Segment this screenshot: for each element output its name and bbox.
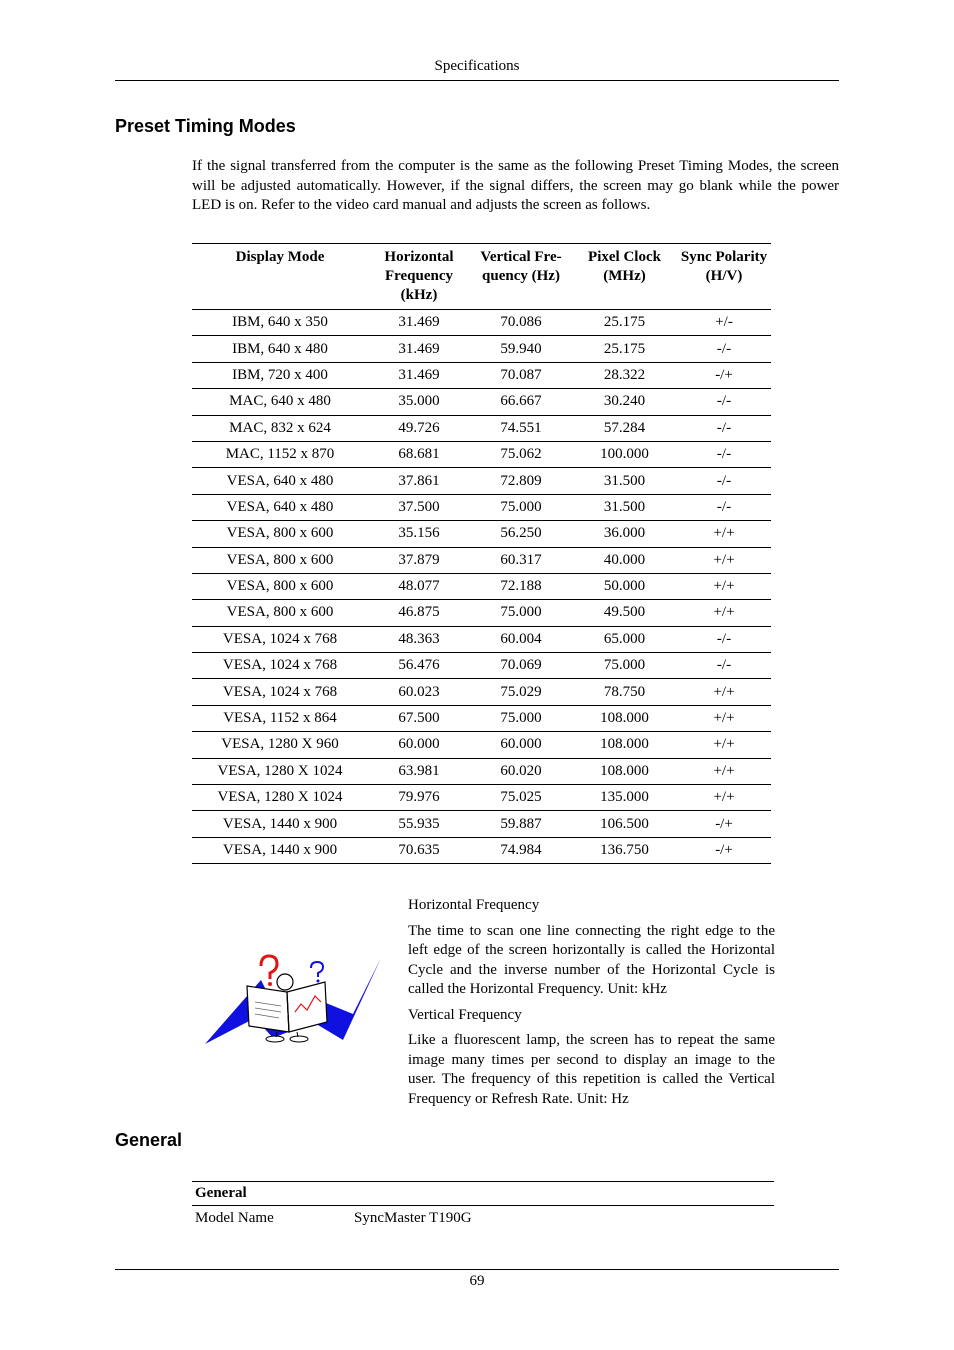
cell-sync-polarity: -/-	[677, 415, 771, 441]
cell-vertical-frequency: 75.000	[470, 494, 572, 520]
cell-pixel-clock: 28.322	[572, 362, 677, 388]
cell-display-mode: IBM, 720 x 400	[192, 362, 368, 388]
cell-pixel-clock: 50.000	[572, 573, 677, 599]
cell-display-mode: VESA, 1024 x 768	[192, 626, 368, 652]
cell-sync-polarity: +/+	[677, 600, 771, 626]
cell-vertical-frequency: 75.062	[470, 441, 572, 467]
cell-vertical-frequency: 75.029	[470, 679, 572, 705]
cell-vertical-frequency: 66.667	[470, 389, 572, 415]
cell-horizontal-frequency: 60.000	[368, 732, 470, 758]
horizontal-frequency-title: Horizontal Frequency	[408, 897, 540, 913]
table-row	[192, 389, 771, 415]
cell-vertical-frequency: 75.000	[470, 600, 572, 626]
cell-display-mode: VESA, 1024 x 768	[192, 679, 368, 705]
cell-sync-polarity: +/+	[677, 547, 771, 573]
cell-vertical-frequency: 72.809	[470, 468, 572, 494]
cell-horizontal-frequency: 67.500	[368, 705, 470, 731]
table-row	[192, 521, 771, 547]
preset-intro: If the signal transferred from the computer is the same as the following Preset Timing Modes, the screen will be adjusted automatically. However, if the signal differs, the screen may go blank while the power LED is on. Refer to the video card manual and adjusts the screen as follows.	[192, 158, 839, 213]
cell-pixel-clock: 57.284	[572, 415, 677, 441]
cell-display-mode: MAC, 832 x 624	[192, 415, 368, 441]
cell-pixel-clock: 25.175	[572, 310, 677, 336]
cell-vertical-frequency: 60.317	[470, 547, 572, 573]
cell-display-mode: VESA, 640 x 480	[192, 468, 368, 494]
table-row	[192, 705, 771, 731]
model-name-label: Model Name	[195, 1210, 274, 1226]
cell-display-mode: VESA, 1024 x 768	[192, 653, 368, 679]
cell-pixel-clock: 78.750	[572, 679, 677, 705]
cell-vertical-frequency: 70.086	[470, 310, 572, 336]
cell-display-mode: VESA, 800 x 600	[192, 600, 368, 626]
footer-rule	[115, 1269, 839, 1270]
table-row	[192, 441, 771, 467]
cell-horizontal-frequency: 48.077	[368, 573, 470, 599]
reading-book-illustration	[203, 952, 383, 1047]
timing-body	[192, 310, 771, 864]
cell-horizontal-frequency: 31.469	[368, 310, 470, 336]
cell-horizontal-frequency: 48.363	[368, 626, 470, 652]
cell-sync-polarity: -/-	[677, 389, 771, 415]
question-mark-small-dot	[317, 980, 320, 983]
table-row	[192, 653, 771, 679]
cell-sync-polarity: +/+	[677, 785, 771, 811]
cell-display-mode: VESA, 800 x 600	[192, 521, 368, 547]
cell-horizontal-frequency: 56.476	[368, 653, 470, 679]
cell-horizontal-frequency: 63.981	[368, 758, 470, 784]
cell-sync-polarity: -/+	[677, 811, 771, 837]
cell-pixel-clock: 75.000	[572, 653, 677, 679]
cell-pixel-clock: 136.750	[572, 837, 677, 863]
general-table-header: General	[192, 1182, 774, 1206]
cell-pixel-clock: 25.175	[572, 336, 677, 362]
cell-vertical-frequency: 56.250	[470, 521, 572, 547]
cell-sync-polarity: +/+	[677, 732, 771, 758]
cell-horizontal-frequency: 46.875	[368, 600, 470, 626]
horizontal-frequency-body: The time to scan one line connecting the right edge to the left edge of the screen horizontally is called the Horizontal Cycle and the inverse number of the Horizontal Cycle is called the Horizontal Frequency. Unit: kHz	[408, 922, 775, 997]
table-row	[192, 1206, 774, 1232]
cell-horizontal-frequency: 70.635	[368, 837, 470, 863]
col-pixel-clock: Pixel Clock (MHz)	[572, 244, 677, 310]
cell-sync-polarity: -/-	[677, 653, 771, 679]
cell-sync-polarity: +/+	[677, 521, 771, 547]
cell-display-mode: MAC, 640 x 480	[192, 389, 368, 415]
header-rule	[115, 80, 839, 81]
cell-sync-polarity: -/+	[677, 362, 771, 388]
page-number: 69	[469, 1273, 485, 1289]
table-row	[192, 310, 771, 336]
cell-horizontal-frequency: 79.976	[368, 785, 470, 811]
cell-vertical-frequency: 74.551	[470, 415, 572, 441]
col-display-mode: Display Mode	[192, 244, 368, 310]
cell-pixel-clock: 40.000	[572, 547, 677, 573]
cell-pixel-clock: 108.000	[572, 732, 677, 758]
cell-sync-polarity: +/-	[677, 310, 771, 336]
cell-horizontal-frequency: 49.726	[368, 415, 470, 441]
cell-display-mode: VESA, 1280 X 1024	[192, 785, 368, 811]
cell-pixel-clock: 31.500	[572, 468, 677, 494]
general-heading: General	[115, 1130, 183, 1150]
table-row	[192, 415, 771, 441]
preset-heading: Preset Timing Modes	[115, 116, 296, 136]
table-row	[192, 547, 771, 573]
timing-table	[192, 243, 771, 864]
cell-sync-polarity: +/+	[677, 705, 771, 731]
cell-sync-polarity: +/+	[677, 679, 771, 705]
cell-horizontal-frequency: 35.000	[368, 389, 470, 415]
cell-horizontal-frequency: 37.879	[368, 547, 470, 573]
table-row	[192, 837, 771, 863]
cell-sync-polarity: -/+	[677, 837, 771, 863]
cell-sync-polarity: -/-	[677, 626, 771, 652]
col-vertical-frequency: Vertical Fre-quency (Hz)	[470, 244, 572, 310]
cell-display-mode: MAC, 1152 x 870	[192, 441, 368, 467]
table-row	[192, 336, 771, 362]
cell-horizontal-frequency: 55.935	[368, 811, 470, 837]
cell-pixel-clock: 65.000	[572, 626, 677, 652]
cell-vertical-frequency: 74.984	[470, 837, 572, 863]
cell-vertical-frequency: 70.087	[470, 362, 572, 388]
table-row	[192, 811, 771, 837]
table-row	[192, 732, 771, 758]
cell-horizontal-frequency: 37.500	[368, 494, 470, 520]
cell-display-mode: VESA, 1280 X 960	[192, 732, 368, 758]
cell-sync-polarity: -/-	[677, 468, 771, 494]
table-row	[192, 785, 771, 811]
table-row	[192, 573, 771, 599]
cell-display-mode: IBM, 640 x 480	[192, 336, 368, 362]
cell-sync-polarity: -/-	[677, 441, 771, 467]
cell-pixel-clock: 49.500	[572, 600, 677, 626]
table-row	[192, 362, 771, 388]
cell-vertical-frequency: 60.000	[470, 732, 572, 758]
cell-sync-polarity: -/-	[677, 336, 771, 362]
cell-display-mode: VESA, 1440 x 900	[192, 837, 368, 863]
cell-pixel-clock: 135.000	[572, 785, 677, 811]
cell-vertical-frequency: 75.000	[470, 705, 572, 731]
cell-pixel-clock: 108.000	[572, 705, 677, 731]
cell-vertical-frequency: 72.188	[470, 573, 572, 599]
timing-header-row	[192, 244, 771, 310]
cell-horizontal-frequency: 60.023	[368, 679, 470, 705]
cell-horizontal-frequency: 68.681	[368, 441, 470, 467]
cell-horizontal-frequency: 31.469	[368, 362, 470, 388]
cell-display-mode: VESA, 800 x 600	[192, 573, 368, 599]
cell-vertical-frequency: 70.069	[470, 653, 572, 679]
table-row	[192, 758, 771, 784]
vertical-frequency-title: Vertical Frequency	[408, 1006, 522, 1023]
cell-vertical-frequency: 60.004	[470, 626, 572, 652]
cell-horizontal-frequency: 31.469	[368, 336, 470, 362]
cell-pixel-clock: 108.000	[572, 758, 677, 784]
general-header-row	[192, 1182, 774, 1206]
table-row	[192, 600, 771, 626]
running-header: Specifications	[434, 58, 520, 74]
cell-display-mode: VESA, 800 x 600	[192, 547, 368, 573]
model-name-value: SyncMaster T190G	[354, 1210, 472, 1226]
cell-display-mode: VESA, 1280 X 1024	[192, 758, 368, 784]
cell-vertical-frequency: 75.025	[470, 785, 572, 811]
cell-horizontal-frequency: 35.156	[368, 521, 470, 547]
cell-pixel-clock: 36.000	[572, 521, 677, 547]
table-row	[192, 679, 771, 705]
question-mark-icon	[261, 956, 277, 979]
cell-display-mode: VESA, 1440 x 900	[192, 811, 368, 837]
col-sync-polarity: Sync Polarity (H/V)	[677, 244, 771, 310]
table-row	[192, 626, 771, 652]
vertical-frequency-body: Like a fluorescent lamp, the screen has to repeat the same image many times per second to display an image to the user. The frequency of this repetition is called the Vertical Frequency or Refresh Rate. Unit: Hz	[408, 1032, 775, 1107]
cell-display-mode: VESA, 1152 x 864	[192, 705, 368, 731]
cell-pixel-clock: 31.500	[572, 494, 677, 520]
table-row	[192, 468, 771, 494]
cell-vertical-frequency: 59.940	[470, 336, 572, 362]
cell-vertical-frequency: 60.020	[470, 758, 572, 784]
table-row	[192, 494, 771, 520]
cell-horizontal-frequency: 37.861	[368, 468, 470, 494]
cell-pixel-clock: 100.000	[572, 441, 677, 467]
cell-display-mode: IBM, 640 x 350	[192, 310, 368, 336]
question-mark-small-icon	[311, 962, 323, 977]
cell-sync-polarity: +/+	[677, 758, 771, 784]
cell-sync-polarity: +/+	[677, 573, 771, 599]
cell-pixel-clock: 30.240	[572, 389, 677, 415]
cell-display-mode: VESA, 640 x 480	[192, 494, 368, 520]
col-horizontal-frequency: Horizontal Frequency (kHz)	[368, 244, 470, 310]
frequency-notes	[408, 896, 775, 1115]
cell-sync-polarity: -/-	[677, 494, 771, 520]
cell-pixel-clock: 106.500	[572, 811, 677, 837]
cell-vertical-frequency: 59.887	[470, 811, 572, 837]
question-mark-dot	[268, 982, 272, 986]
general-table	[192, 1181, 774, 1231]
